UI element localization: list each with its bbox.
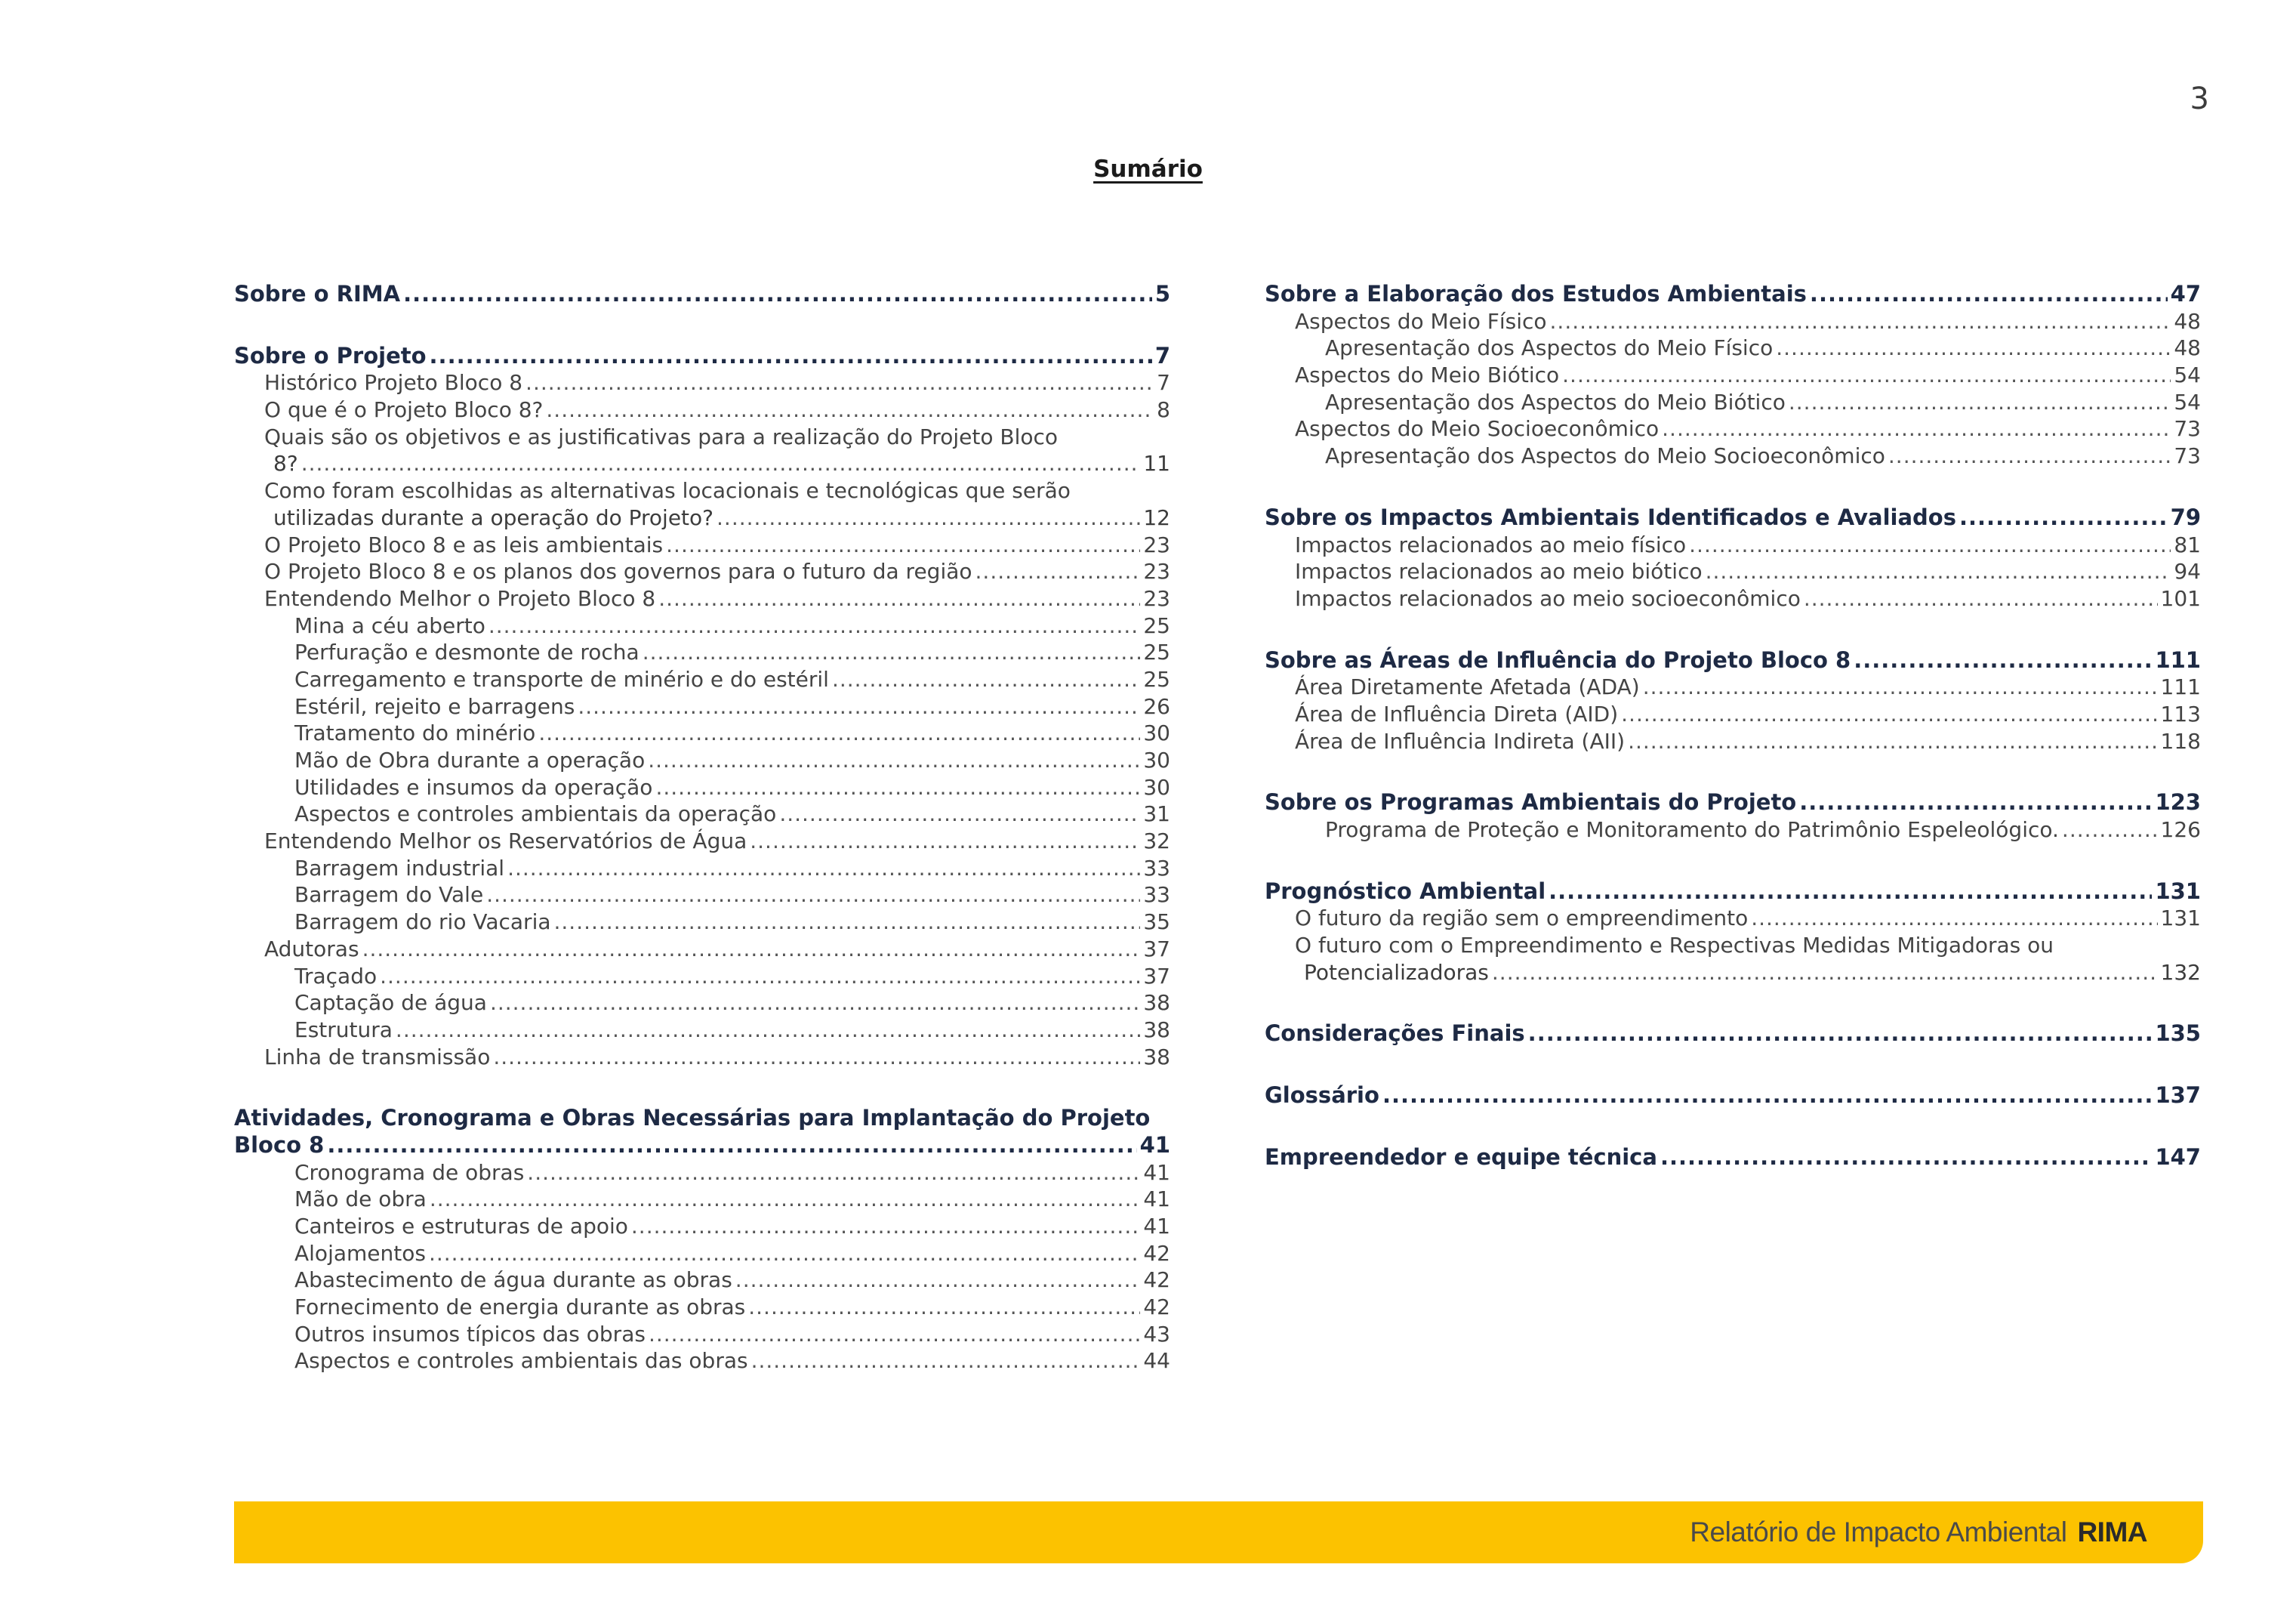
toc-entry-label: Impactos relacionados ao meio biótico <box>1295 559 1703 585</box>
toc-entry-label: Apresentação dos Aspectos do Meio Socioeconômico <box>1325 443 1885 469</box>
toc-entry-label: Apresentação dos Aspectos do Meio Biótico <box>1325 389 1786 415</box>
toc-entry-label: Sobre o Projeto <box>234 342 427 369</box>
toc-entry[interactable] <box>234 909 1170 936</box>
toc-dot-leader <box>1789 389 2171 416</box>
toc-dot-leader <box>658 585 1140 612</box>
toc-page-number: 111 <box>2160 674 2201 700</box>
toc-entry[interactable] <box>234 666 1170 693</box>
toc-dot-leader <box>1492 959 2158 986</box>
toc-entry[interactable] <box>234 369 1170 396</box>
toc-dot-leader <box>1706 558 2171 585</box>
toc-page-number: 31 <box>1143 801 1170 827</box>
toc-page-number: 79 <box>2170 504 2201 530</box>
toc-page-number: 42 <box>1143 1294 1170 1320</box>
toc-title: Sumário <box>1093 156 1203 183</box>
toc-dot-leader <box>975 558 1141 585</box>
toc-page-number: 25 <box>1143 666 1170 692</box>
toc-page-number: 25 <box>1143 612 1170 638</box>
toc-entry[interactable] <box>1265 558 2201 585</box>
toc-dot-leader <box>430 1186 1141 1213</box>
toc-entry-label: O Projeto Bloco 8 e os planos dos governos para o futuro da região <box>264 559 972 585</box>
toc-entry[interactable] <box>234 1186 1170 1213</box>
toc-entry[interactable] <box>234 855 1170 882</box>
toc-entry[interactable] <box>234 828 1170 855</box>
toc-dot-leader <box>779 801 1140 828</box>
toc-entry[interactable] <box>234 1017 1170 1044</box>
toc-dot-leader <box>655 774 1140 801</box>
toc-entry-label: Glossário <box>1265 1082 1379 1109</box>
toc-entry-label: Captação de água <box>294 990 487 1016</box>
toc-page-number: 94 <box>2174 559 2201 585</box>
toc-dot-leader <box>578 693 1140 720</box>
toc-page-number: 38 <box>1143 1044 1170 1069</box>
toc-page-number: 54 <box>2174 389 2201 415</box>
toc-dot-leader <box>1628 728 2157 755</box>
toc-page-number: 23 <box>1143 559 1170 585</box>
toc-page-number: 48 <box>2174 335 2201 361</box>
toc-page-number: 37 <box>1143 936 1170 961</box>
toc-section-entry[interactable] <box>1265 647 2201 674</box>
toc-dot-leader <box>1751 905 2157 932</box>
toc-entry-label: Sobre os Impactos Ambientais Identificados e Avaliados <box>1265 504 1956 530</box>
toc-entry-label: Mão de Obra durante a operação <box>294 748 646 773</box>
toc-dot-leader <box>648 747 1140 774</box>
toc-dot-leader <box>750 828 1140 855</box>
toc-entry-label: O futuro da região sem o empreendimento <box>1295 906 1749 931</box>
toc-entry-text[interactable]: Atividades, Cronograma e Obras Necessárias para Implantação do Projeto <box>234 1105 1151 1131</box>
toc-page-number: 5 <box>1154 281 1170 307</box>
toc-entry-label: Barragem do rio Vacaria <box>294 909 551 935</box>
toc-section-entry[interactable] <box>1265 1144 2201 1171</box>
toc-entry[interactable] <box>234 1213 1170 1240</box>
toc-dot-leader <box>301 450 1141 477</box>
toc-page-number: 123 <box>2155 789 2201 816</box>
toc-dot-leader <box>1799 789 2152 816</box>
toc-entry[interactable] <box>234 989 1170 1017</box>
toc-dot-leader <box>525 369 1154 396</box>
toc-page-number: 7 <box>1154 342 1170 369</box>
toc-entry-label: Prognóstico Ambiental <box>1265 878 1546 904</box>
toc-page-number: 111 <box>2155 646 2201 673</box>
toc-page-number: 137 <box>2155 1082 2201 1109</box>
toc-entry-label: Aspectos e controles ambientais das obras <box>294 1348 748 1374</box>
toc-entry-label: 8? <box>273 451 298 477</box>
toc-page-number: 131 <box>2155 878 2201 904</box>
toc-dot-leader <box>1854 647 2152 674</box>
toc-entry-label: Considerações Finais <box>1265 1020 1525 1047</box>
toc-dot-leader <box>488 612 1141 640</box>
toc-page-number: 23 <box>1143 585 1170 611</box>
toc-page-number: 8 <box>1157 397 1170 423</box>
toc-entry[interactable] <box>1265 905 2201 932</box>
footer-brand: RIMA <box>2077 1517 2147 1547</box>
toc-page-number: 43 <box>1143 1321 1170 1347</box>
toc-entry[interactable] <box>1265 335 2201 362</box>
toc-page-number: 38 <box>1143 1017 1170 1042</box>
toc-entry-label: Cronograma de obras <box>294 1159 525 1185</box>
toc-entry-label: Linha de transmissão <box>264 1044 491 1069</box>
toc-entry[interactable] <box>1265 389 2201 416</box>
toc-entry[interactable] <box>234 963 1170 990</box>
toc-page-number: 30 <box>1143 774 1170 800</box>
toc-dot-leader <box>430 343 1152 370</box>
toc-right-column <box>1265 281 2201 1171</box>
toc-dot-leader <box>507 855 1140 882</box>
toc-entry-label: Fornecimento de energia durante as obras <box>294 1294 746 1320</box>
toc-entry[interactable] <box>1265 959 2201 986</box>
toc-dot-leader <box>538 720 1140 747</box>
toc-section-entry[interactable] <box>1265 281 2201 308</box>
toc-page-number: 47 <box>2170 281 2201 307</box>
toc-entry[interactable] <box>1265 362 2201 389</box>
toc-entry-label: Sobre os Programas Ambientais do Projeto <box>1265 789 1797 816</box>
toc-page-number: 23 <box>1143 532 1170 557</box>
toc-dot-leader <box>1689 532 2171 559</box>
toc-dot-leader <box>2062 816 2158 844</box>
toc-dot-leader <box>554 909 1141 936</box>
toc-entry[interactable] <box>234 774 1170 801</box>
page-number: 3 <box>2190 82 2209 116</box>
toc-section-entry[interactable] <box>234 281 1170 308</box>
toc-page-number: 118 <box>2160 728 2201 754</box>
toc-section-entry[interactable] <box>234 343 1170 370</box>
toc-entry[interactable] <box>1265 415 2201 443</box>
toc-dot-leader <box>1562 362 2171 389</box>
toc-entry[interactable] <box>234 693 1170 720</box>
toc-entry[interactable] <box>234 1347 1170 1375</box>
toc-entry[interactable] <box>234 612 1170 640</box>
toc-entry[interactable] <box>1265 443 2201 470</box>
toc-entry-label: Mão de obra <box>294 1186 427 1212</box>
toc-page-number: 132 <box>2160 959 2201 985</box>
toc-dot-leader <box>327 1132 1136 1159</box>
toc-entry[interactable] <box>234 558 1170 585</box>
toc-dot-leader <box>717 504 1140 532</box>
toc-entry[interactable] <box>234 881 1170 909</box>
toc-dot-leader <box>1528 1020 2153 1048</box>
toc-section-entry[interactable] <box>1265 1082 2201 1109</box>
toc-dot-leader <box>1660 1144 2153 1171</box>
toc-entry-label: Abastecimento de água durante as obras <box>294 1267 732 1293</box>
toc-dot-leader <box>493 1044 1140 1071</box>
footer-title <box>1690 1517 2147 1548</box>
toc-page-number: 48 <box>2174 308 2201 334</box>
toc-entry[interactable] <box>1265 701 2201 728</box>
toc-page-number: 135 <box>2155 1020 2201 1047</box>
toc-dot-leader <box>380 963 1140 990</box>
toc-entry-label: Área Diretamente Afetada (ADA) <box>1295 674 1640 700</box>
toc-page-number: 73 <box>2174 443 2201 469</box>
toc-entry[interactable] <box>1265 532 2201 559</box>
toc-page-number: 147 <box>2155 1143 2201 1170</box>
toc-page-number: 126 <box>2160 817 2201 842</box>
toc-dot-leader <box>1382 1082 2153 1109</box>
toc-section-entry[interactable] <box>1265 878 2201 906</box>
toc-page-number: 25 <box>1143 640 1170 665</box>
toc-dot-leader <box>1621 701 2157 728</box>
toc-section-entry[interactable] <box>1265 1020 2201 1048</box>
toc-dot-leader <box>429 1240 1140 1267</box>
footer-report-name: Relatório de Impacto Ambiental <box>1690 1517 2067 1547</box>
toc-page-number: 113 <box>2160 701 2201 727</box>
toc-entry[interactable] <box>234 720 1170 747</box>
toc-entry[interactable] <box>234 801 1170 828</box>
toc-dot-leader <box>362 936 1141 963</box>
toc-entry[interactable] <box>234 504 1170 532</box>
toc-page-number: 41 <box>1139 1131 1170 1158</box>
toc-entry-label: Aspectos e controles ambientais da operação <box>294 801 777 827</box>
toc-entry-label: utilizadas durante a operação do Projeto? <box>273 504 714 530</box>
toc-entry-label: Sobre a Elaboração dos Estudos Ambientais <box>1265 281 1807 307</box>
toc-page-number: 41 <box>1143 1159 1170 1185</box>
toc-entry-label: Impactos relacionados ao meio socioeconômico <box>1295 585 1801 611</box>
toc-dot-leader <box>1550 308 2171 335</box>
toc-entry-label: Área de Influência Direta (AID) <box>1295 701 1619 727</box>
toc-dot-leader <box>1959 504 2168 532</box>
toc-entry-label: Outros insumos típicos das obras <box>294 1321 646 1347</box>
toc-entry-label: Bloco 8 <box>234 1131 325 1158</box>
toc-entry-label: Perfuração e desmonte de rocha <box>294 640 639 665</box>
toc-page-number: 41 <box>1143 1186 1170 1212</box>
toc-page-number: 44 <box>1143 1348 1170 1374</box>
toc-page-number: 30 <box>1143 748 1170 773</box>
toc-entry[interactable] <box>234 1294 1170 1321</box>
toc-dot-leader <box>396 1017 1140 1044</box>
toc-entry-text[interactable]: Quais são os objetivos e as justificativas para a realização do Projeto Bloco <box>264 424 1058 449</box>
toc-page-number: 11 <box>1143 451 1170 477</box>
toc-entry-label: Estéril, rejeito e barragens <box>294 693 575 719</box>
toc-dot-leader <box>631 1213 1140 1240</box>
toc-entry-label: Estrutura <box>294 1017 393 1042</box>
toc-entry-label: Carregamento e transporte de minério e do estéril <box>294 666 829 692</box>
toc-page-number: 73 <box>2174 416 2201 442</box>
toc-page-number: 42 <box>1143 1267 1170 1293</box>
toc-page-number: 30 <box>1143 720 1170 746</box>
toc-dot-leader <box>1643 674 2158 701</box>
toc-entry-label: Barragem do Vale <box>294 882 484 908</box>
toc-dot-leader <box>1662 415 2171 443</box>
toc-dot-leader <box>1804 585 2158 612</box>
toc-entry-label: Histórico Projeto Bloco 8 <box>264 370 523 396</box>
toc-dot-leader <box>546 396 1154 424</box>
toc-page-number: 7 <box>1157 370 1170 396</box>
toc-entry[interactable] <box>234 1240 1170 1267</box>
toc-dot-leader <box>666 532 1140 559</box>
toc-entry-label: Entendendo Melhor o Projeto Bloco 8 <box>264 585 656 611</box>
toc-entry[interactable] <box>1265 674 2201 701</box>
toc-entry-label: Sobre as Áreas de Influência do Projeto Bloco 8 <box>1265 646 1851 673</box>
toc-dot-leader <box>751 1347 1141 1375</box>
toc-entry-label: Alojamentos <box>294 1240 426 1266</box>
toc-dot-leader <box>1776 335 2171 362</box>
toc-section-entry[interactable] <box>1265 789 2201 816</box>
toc-entry-label: Adutoras <box>264 936 359 961</box>
toc-section-entry[interactable] <box>1265 504 2201 532</box>
toc-page-number: 81 <box>2174 532 2201 557</box>
toc-entry-label: Tratamento do minério <box>294 720 536 746</box>
toc-dot-leader <box>1810 281 2168 308</box>
toc-page-number: 38 <box>1143 990 1170 1016</box>
toc-entry-label: Utilidades e insumos da operação <box>294 774 653 800</box>
toc-entry[interactable] <box>234 1044 1170 1071</box>
toc-entry[interactable] <box>234 1321 1170 1348</box>
toc-entry-label: Sobre o RIMA <box>234 281 401 307</box>
toc-entry-label: Potencializadoras <box>1304 959 1489 985</box>
toc-entry[interactable] <box>234 936 1170 963</box>
toc-entry[interactable] <box>1265 816 2201 844</box>
toc-page-number: 26 <box>1143 693 1170 719</box>
toc-page-number: 131 <box>2160 906 2201 931</box>
toc-entry[interactable] <box>234 1159 1170 1186</box>
toc-dot-leader <box>832 666 1140 693</box>
toc-entry[interactable] <box>234 585 1170 612</box>
toc-entry[interactable] <box>1265 585 2201 612</box>
toc-dot-leader <box>643 639 1141 666</box>
toc-entry-label: Mina a céu aberto <box>294 612 485 638</box>
toc-page-number: 32 <box>1143 828 1170 854</box>
toc-entry[interactable] <box>234 1267 1170 1294</box>
footer-band <box>234 1501 2203 1563</box>
toc-entry-label: Programa de Proteção e Monitoramento do Patrimônio Espeleológico. <box>1325 817 2059 842</box>
toc-entry-label: Traçado <box>294 963 378 989</box>
toc-entry-label: O Projeto Bloco 8 e as leis ambientais <box>264 532 664 557</box>
toc-dot-leader <box>490 989 1140 1017</box>
toc-dot-leader <box>1549 878 2152 906</box>
toc-entry-label: O que é o Projeto Bloco 8? <box>264 397 544 423</box>
toc-entry-label: Aspectos do Meio Físico <box>1295 308 1547 334</box>
toc-entry-label: Aspectos do Meio Socioeconômico <box>1295 416 1660 442</box>
toc-entry-label: Entendendo Melhor os Reservatórios de Água <box>264 828 747 854</box>
toc-page-number: 101 <box>2160 585 2201 611</box>
toc-dot-leader <box>735 1267 1141 1294</box>
toc-page-number: 42 <box>1143 1240 1170 1266</box>
toc-dot-leader <box>1888 443 2171 470</box>
toc-dot-leader <box>527 1159 1140 1186</box>
toc-section-entry[interactable] <box>234 1132 1170 1159</box>
toc-entry-text[interactable]: O futuro com o Empreendimento e Respectivas Medidas Mitigadoras ou <box>1295 933 2054 958</box>
toc-entry[interactable] <box>1265 728 2201 755</box>
toc-entry-label: Barragem industrial <box>294 855 505 881</box>
toc-page-number: 33 <box>1143 855 1170 881</box>
toc-left-column <box>234 281 1170 1375</box>
toc-entry[interactable] <box>234 747 1170 774</box>
toc-dot-leader <box>403 281 1152 308</box>
toc-page-number: 33 <box>1143 882 1170 908</box>
toc-page-number: 12 <box>1143 504 1170 530</box>
toc-entry[interactable] <box>234 396 1170 424</box>
toc-entry-text[interactable]: Como foram escolhidas as alternativas locacionais e tecnológicas que serão <box>264 478 1071 504</box>
toc-page-number: 54 <box>2174 363 2201 388</box>
toc-entry-label: Empreendedor e equipe técnica <box>1265 1143 1657 1170</box>
toc-entry[interactable] <box>234 532 1170 559</box>
toc-dot-leader <box>486 881 1140 909</box>
toc-page-number: 35 <box>1143 909 1170 935</box>
toc-entry-label: Apresentação dos Aspectos do Meio Físico <box>1325 335 1774 361</box>
toc-entry[interactable] <box>234 450 1170 477</box>
toc-page-number: 41 <box>1143 1214 1170 1239</box>
toc-page-number: 37 <box>1143 963 1170 989</box>
toc-entry[interactable] <box>1265 308 2201 335</box>
toc-dot-leader <box>649 1321 1140 1348</box>
toc-entry-label: Área de Influência Indireta (AII) <box>1295 728 1626 754</box>
toc-entry-label: Impactos relacionados ao meio físico <box>1295 532 1687 557</box>
toc-entry-label: Aspectos do Meio Biótico <box>1295 363 1560 388</box>
toc-entry[interactable] <box>234 639 1170 666</box>
toc-entry-label: Canteiros e estruturas de apoio <box>294 1214 628 1239</box>
toc-dot-leader <box>748 1294 1140 1321</box>
